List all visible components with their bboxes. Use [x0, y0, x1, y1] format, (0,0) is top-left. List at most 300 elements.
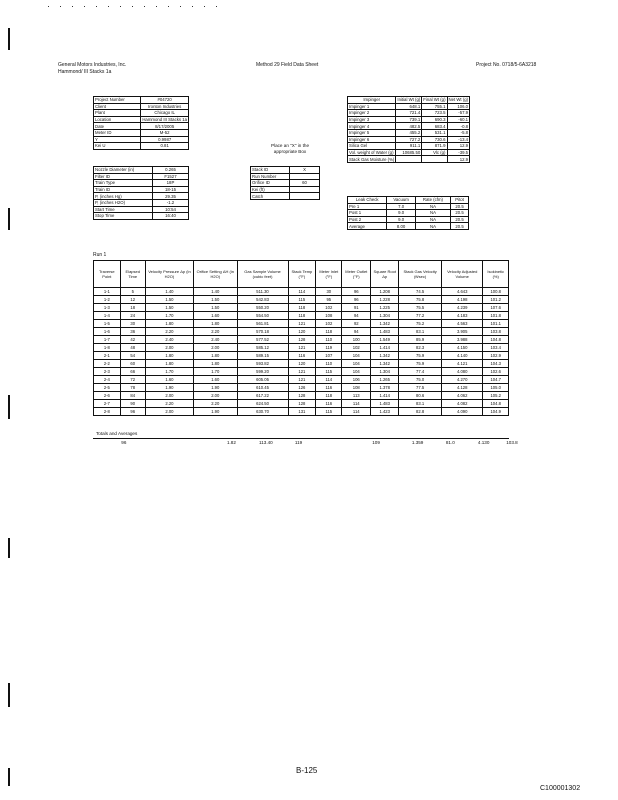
- column-header: Net Wt (g): [448, 97, 469, 103]
- table-cell: 1.80: [145, 352, 193, 360]
- table-cell: 104.8: [483, 336, 509, 344]
- leak-check-table: [347, 196, 469, 230]
- checkbox-cell: [290, 186, 320, 193]
- table-cell: Impinger 6: [348, 136, 396, 143]
- table-row: [94, 180, 189, 187]
- table-cell: Vlc (g): [422, 149, 447, 156]
- column-header: Final Wt (g): [423, 97, 446, 103]
- table-cell: Pre 1: [348, 203, 387, 210]
- company-name: General Motors Industries, Inc.: [58, 62, 127, 68]
- totals-value: 1.359: [411, 440, 424, 445]
- field-label: Train Type: [94, 180, 153, 187]
- table-cell: 617.22: [237, 392, 288, 400]
- table-row: [94, 376, 509, 384]
- totals-value: 1.82: [226, 440, 236, 445]
- totals-value: 96: [121, 440, 127, 445]
- table-cell: 1.483: [371, 400, 399, 408]
- table-cell: 75.9: [399, 360, 442, 368]
- column-header: Orifice Setting ΔH (in H2O): [194, 261, 237, 288]
- table-cell: 116: [316, 400, 342, 408]
- table-cell: -0.8: [447, 123, 470, 130]
- table-cell: 1.70: [145, 368, 193, 376]
- table-cell: 114: [342, 400, 371, 408]
- table-row: [94, 206, 189, 213]
- field-value: -1.2: [153, 199, 189, 206]
- table-cell: 118: [288, 304, 316, 312]
- table-cell: 2.40: [145, 336, 193, 344]
- field-label: Catch: [251, 193, 290, 200]
- table-cell: 2-8: [94, 408, 121, 416]
- table-row: [251, 173, 320, 180]
- table-row: [348, 129, 470, 136]
- table-cell: 104.7: [483, 376, 509, 384]
- table-cell: Impinger 2: [348, 110, 396, 117]
- binder-mark: [8, 395, 10, 419]
- column-header: Leak Check: [348, 197, 387, 204]
- table-row: [94, 199, 189, 206]
- table-cell: 20.5: [451, 223, 469, 230]
- table-cell: 550.20: [237, 304, 288, 312]
- field-value: Hammond III Stacks 1a: [142, 117, 187, 123]
- table-cell: 102: [316, 304, 342, 312]
- table-cell: 94: [342, 328, 371, 336]
- table-row: [348, 223, 469, 230]
- table-cell: 104: [342, 360, 371, 368]
- table-row: [94, 167, 189, 174]
- table-cell: 77.5: [399, 384, 442, 392]
- column-header: Traverse Point: [94, 261, 121, 288]
- table-cell: 75.9: [399, 352, 442, 360]
- table-cell: 9.0: [387, 216, 415, 223]
- table-cell: 482.5: [396, 123, 422, 130]
- table-cell: 30: [316, 288, 342, 296]
- table-cell: 1.90: [194, 408, 237, 416]
- field-value: 0.81: [141, 143, 189, 150]
- table-cell: 118: [316, 392, 342, 400]
- field-value: 0.265: [153, 167, 189, 174]
- table-cell: 1.549: [371, 336, 399, 344]
- table-cell: 121: [288, 376, 316, 384]
- table-cell: 624.50: [237, 400, 288, 408]
- table-cell: 911.1: [396, 143, 422, 150]
- field-value: 16:40: [153, 213, 189, 220]
- table-cell: 90: [120, 400, 145, 408]
- table-cell: 1.90: [194, 384, 237, 392]
- table-cell: 2.20: [145, 328, 193, 336]
- table-cell: 83.1: [399, 400, 442, 408]
- table-cell: 104.3: [483, 360, 509, 368]
- table-cell: 118: [288, 312, 316, 320]
- table-cell: 755.1: [422, 103, 447, 110]
- table-cell: 1.80: [145, 360, 193, 368]
- checkbox-cell: [290, 193, 320, 200]
- table-row: [94, 344, 509, 352]
- table-cell: 102: [316, 320, 342, 328]
- table-cell: 20.5: [451, 216, 469, 223]
- table-row: [94, 400, 509, 408]
- table-cell: 727.2: [396, 136, 422, 143]
- field-value: 29.35: [153, 193, 189, 200]
- table-cell: 2-4: [94, 376, 121, 384]
- table-cell: 104: [342, 352, 371, 360]
- table-cell: -13.4: [447, 136, 470, 143]
- field-value: 18-15: [153, 186, 189, 193]
- table-cell: 119: [316, 344, 342, 352]
- table-cell: 1-4: [94, 312, 121, 320]
- table-cell: 2.00: [145, 344, 193, 352]
- table-cell: 104.9: [483, 408, 509, 416]
- table-cell: 114: [316, 376, 342, 384]
- field-value: Chicago IL: [141, 110, 189, 117]
- table-cell: 585.12: [237, 344, 288, 352]
- table-cell: 9.0: [387, 210, 415, 217]
- table-cell: 3.905: [441, 328, 482, 336]
- table-row: [94, 97, 189, 104]
- column-header: Rate (cfm): [415, 197, 450, 204]
- table-cell: 1.70: [145, 312, 193, 320]
- table-cell: Vol. weight of Water (g): [348, 149, 396, 156]
- column-header: Meter Outlet (°F): [342, 261, 371, 288]
- table-cell: 121: [288, 344, 316, 352]
- field-value: 0.9987: [141, 136, 189, 143]
- table-cell: 36: [120, 328, 145, 336]
- table-cell: 96: [342, 296, 371, 304]
- table-row: [94, 328, 509, 336]
- field-value: 18P: [153, 180, 189, 187]
- table-cell: 60: [120, 360, 145, 368]
- column-header: Vacuum: [387, 197, 415, 204]
- table-row: [94, 392, 509, 400]
- scan-speckle: [48, 6, 228, 7]
- table-cell: 2.40: [194, 336, 237, 344]
- table-cell: -39.5: [447, 149, 470, 156]
- table-cell: 48: [120, 344, 145, 352]
- field-label: Stack ID: [251, 167, 290, 174]
- table-cell: 690.3: [422, 116, 447, 123]
- table-cell: 110: [316, 336, 342, 344]
- table-cell: 5: [120, 288, 145, 296]
- table-cell: 1-5: [94, 320, 121, 328]
- table-cell: 91: [342, 304, 371, 312]
- table-cell: Impinger 3: [348, 116, 396, 123]
- table-cell: Post 2: [348, 216, 387, 223]
- table-cell: 1.80: [194, 352, 237, 360]
- table-cell: [422, 156, 447, 163]
- summary-row: [348, 156, 470, 163]
- column-header: Stack Gas Velocity (ft/sec): [399, 261, 442, 288]
- column-header: Elapsed Time: [120, 261, 145, 288]
- table-cell: 1-2: [94, 296, 121, 304]
- table-cell: 107: [316, 352, 342, 360]
- table-cell: 630.70: [237, 408, 288, 416]
- column-header: Gas Sample Volume (cubic feet): [237, 261, 288, 288]
- table-row: [348, 203, 469, 210]
- table-cell: 114: [342, 408, 371, 416]
- column-header: Impinger: [348, 97, 396, 104]
- table-cell: 1.208: [371, 288, 399, 296]
- table-cell: Impinger 1: [348, 103, 396, 110]
- field-label: Nozzle Diameter (in): [94, 167, 153, 174]
- table-row: [348, 136, 470, 143]
- table-cell: 4.140: [441, 352, 482, 360]
- table-cell: 4.239: [441, 304, 482, 312]
- table-row: [94, 304, 509, 312]
- field-value: Ironton Industries: [141, 103, 189, 110]
- field-value: 10:54: [153, 206, 189, 213]
- binder-mark: [8, 683, 10, 707]
- table-cell: 455.2: [396, 129, 422, 136]
- table-cell: 74.5: [399, 288, 442, 296]
- table-row: [94, 408, 509, 416]
- table-row: [94, 116, 189, 123]
- table-cell: 24: [120, 312, 145, 320]
- checkbox-note-line1: Place an "X" in the: [271, 143, 309, 148]
- table-cell: 104: [342, 368, 371, 376]
- table-cell: 116: [288, 352, 316, 360]
- table-cell: 1.423: [371, 408, 399, 416]
- binder-mark: [8, 208, 10, 230]
- table-cell: 511.30: [237, 288, 288, 296]
- table-row: [251, 186, 320, 193]
- project-number: Project No. 0718/5-6A3218: [476, 62, 537, 68]
- table-cell: 4.563: [441, 320, 482, 328]
- table-cell: 4.082: [441, 400, 482, 408]
- table-cell: 1.50: [145, 304, 193, 312]
- table-cell: NA: [415, 216, 450, 223]
- table-cell: 1.90: [145, 384, 193, 392]
- table-cell: 1.304: [371, 312, 399, 320]
- table-cell: -60.1: [447, 116, 470, 123]
- table-cell: 78: [120, 384, 145, 392]
- table-cell: 4.121: [441, 360, 482, 368]
- table-cell: 84: [120, 392, 145, 400]
- checkbox-note-line2: appropriate Box: [273, 149, 307, 154]
- table-cell: 2-7: [94, 400, 121, 408]
- table-cell: 683.4: [422, 123, 447, 130]
- table-cell: 1.40: [145, 288, 193, 296]
- table-cell: 115: [288, 296, 316, 304]
- table-row: [94, 136, 189, 143]
- table-cell: 94: [342, 312, 371, 320]
- table-cell: 101.1: [483, 320, 509, 328]
- table-cell: 131: [288, 408, 316, 416]
- table-cell: 4.062: [441, 392, 482, 400]
- table-cell: 721.4: [396, 110, 422, 117]
- table-cell: 12.9: [447, 143, 470, 150]
- table-cell: 1.60: [194, 312, 237, 320]
- field-label: Client: [94, 103, 141, 110]
- totals-row: [93, 439, 518, 447]
- table-cell: 108: [342, 384, 371, 392]
- traverse-data-table: [93, 260, 509, 416]
- table-row: [348, 210, 469, 217]
- table-cell: 83.1: [399, 328, 442, 336]
- table-cell: 4.270: [441, 376, 482, 384]
- table-cell: 10685.50: [396, 149, 422, 156]
- table-row: [94, 129, 189, 136]
- table-cell: 92: [342, 320, 371, 328]
- table-row: [94, 213, 189, 220]
- totals-value: 81.0: [445, 440, 455, 445]
- table-cell: 75.0: [399, 376, 442, 384]
- table-row: [348, 123, 470, 130]
- table-cell: [396, 156, 422, 163]
- table-cell: NA: [415, 203, 450, 210]
- field-label: Meter ID: [94, 129, 141, 136]
- table-cell: 1.40: [194, 288, 237, 296]
- column-header: Velocity Adjusted Volume: [441, 261, 482, 288]
- checkbox-cell: 60: [290, 180, 320, 187]
- table-row: [94, 368, 509, 376]
- table-cell: 1.304: [371, 368, 399, 376]
- table-cell: 1.60: [145, 376, 193, 384]
- document-id: C100001302: [540, 785, 581, 792]
- table-cell: 2-3: [94, 368, 121, 376]
- table-cell: Silica Gel: [348, 143, 396, 150]
- table-cell: 128: [288, 392, 316, 400]
- table-header-row: [348, 97, 470, 104]
- table-cell: 121: [288, 320, 316, 328]
- table-cell: 20.5: [451, 203, 469, 210]
- table-cell: 2-5: [94, 384, 121, 392]
- table-cell: 1.483: [371, 328, 399, 336]
- table-cell: 107.6: [483, 304, 509, 312]
- checkbox-table: [250, 166, 320, 200]
- table-cell: 113: [342, 392, 371, 400]
- table-cell: 126: [288, 384, 316, 392]
- field-label: P, (inches Hg): [94, 193, 153, 200]
- table-cell: 82.3: [399, 344, 442, 352]
- summary-row: [348, 149, 470, 156]
- table-cell: 4.198: [441, 296, 482, 304]
- table-cell: 531.1: [422, 129, 447, 136]
- table-cell: 85.9: [399, 336, 442, 344]
- table-cell: NA: [415, 223, 450, 230]
- table-cell: 1.50: [194, 304, 237, 312]
- table-cell: 108: [316, 312, 342, 320]
- totals-value: 4.130: [477, 440, 490, 445]
- table-cell: 1.414: [371, 344, 399, 352]
- table-cell: 54: [120, 352, 145, 360]
- table-cell: 104.8: [483, 400, 509, 408]
- table-cell: 1.342: [371, 320, 399, 328]
- totals-value: 103.8: [506, 440, 518, 445]
- table-cell: -5.8: [447, 129, 470, 136]
- table-cell: 871.9: [422, 143, 447, 150]
- table-cell: 605.05: [237, 376, 288, 384]
- table-cell: 1.342: [371, 360, 399, 368]
- table-cell: 2-6: [94, 392, 121, 400]
- table-row: [94, 103, 189, 110]
- field-label: Kei U: [94, 143, 141, 150]
- table-cell: 1.265: [371, 376, 399, 384]
- table-row: [94, 320, 509, 328]
- field-value: F1527: [153, 173, 189, 180]
- table-cell: 116: [316, 384, 342, 392]
- run-label: Run 1: [93, 252, 107, 258]
- table-cell: 105.2: [483, 392, 509, 400]
- field-label: Orifice ID: [251, 180, 290, 187]
- table-row: [94, 123, 189, 130]
- table-cell: 1-1: [94, 288, 121, 296]
- table-cell: 1-6: [94, 328, 121, 336]
- table-row: [94, 110, 189, 117]
- table-cell: 114: [288, 288, 316, 296]
- field-label: Start Time: [94, 206, 153, 213]
- table-cell: 739.1: [396, 116, 422, 123]
- table-cell: 12: [120, 296, 145, 304]
- table-cell: 1-3: [94, 304, 121, 312]
- column-header: Initial Wt (g): [397, 97, 421, 103]
- table-cell: 2.20: [145, 400, 193, 408]
- table-cell: 115: [316, 408, 342, 416]
- table-cell: 95: [316, 296, 342, 304]
- sampling-info-table: [93, 166, 189, 220]
- totals-value: 109: [372, 440, 380, 445]
- table-cell: 1.414: [371, 392, 399, 400]
- project-info-table: [93, 96, 189, 150]
- table-row: [348, 143, 470, 150]
- table-cell: Average: [348, 223, 387, 230]
- column-header: Stack Temp (°F): [288, 261, 316, 288]
- table-row: [94, 336, 509, 344]
- table-cell: 4.183: [441, 312, 482, 320]
- column-header: Pitot: [451, 197, 469, 204]
- table-cell: 730.6: [422, 136, 447, 143]
- field-value: #04720: [141, 97, 189, 104]
- table-cell: 2-1: [94, 352, 121, 360]
- table-cell: 1.80: [145, 320, 193, 328]
- table-cell: 96: [342, 288, 371, 296]
- table-cell: 593.82: [237, 360, 288, 368]
- table-cell: 3.988: [441, 336, 482, 344]
- sheet-title: Method 29 Field Data Sheet: [256, 62, 319, 68]
- table-cell: 100: [342, 336, 371, 344]
- field-label: Stop Time: [94, 213, 153, 220]
- table-cell: 4.150: [441, 344, 482, 352]
- totals-value: 119: [294, 440, 303, 445]
- table-cell: 77.2: [399, 312, 442, 320]
- table-cell: 1-8: [94, 344, 121, 352]
- table-cell: 128: [288, 336, 316, 344]
- column-header: Isokinetic (%): [483, 261, 509, 288]
- impinger-table: [347, 96, 470, 163]
- table-cell: 30: [120, 320, 145, 328]
- table-cell: 2.00: [145, 408, 193, 416]
- table-cell: NA: [415, 210, 450, 217]
- table-cell: 103.8: [483, 328, 509, 336]
- table-cell: 1.50: [194, 296, 237, 304]
- table-cell: 96: [120, 408, 145, 416]
- table-cell: 80.6: [399, 392, 442, 400]
- field-label: Plant: [94, 110, 141, 117]
- table-row: [94, 143, 189, 150]
- table-cell: 102.6: [483, 368, 509, 376]
- table-cell: 105.0: [483, 384, 509, 392]
- binder-mark: [8, 538, 10, 558]
- table-cell: 75.8: [399, 296, 442, 304]
- table-cell: 12.9: [447, 156, 470, 163]
- field-label: Run Number: [251, 173, 290, 180]
- table-cell: 42: [120, 336, 145, 344]
- table-cell: 561.81: [237, 320, 288, 328]
- table-header-row: [94, 261, 509, 288]
- table-cell: 4.080: [441, 368, 482, 376]
- table-cell: 1.225: [371, 304, 399, 312]
- table-cell: 577.52: [237, 336, 288, 344]
- table-cell: 18: [120, 304, 145, 312]
- table-cell: 2.00: [194, 344, 237, 352]
